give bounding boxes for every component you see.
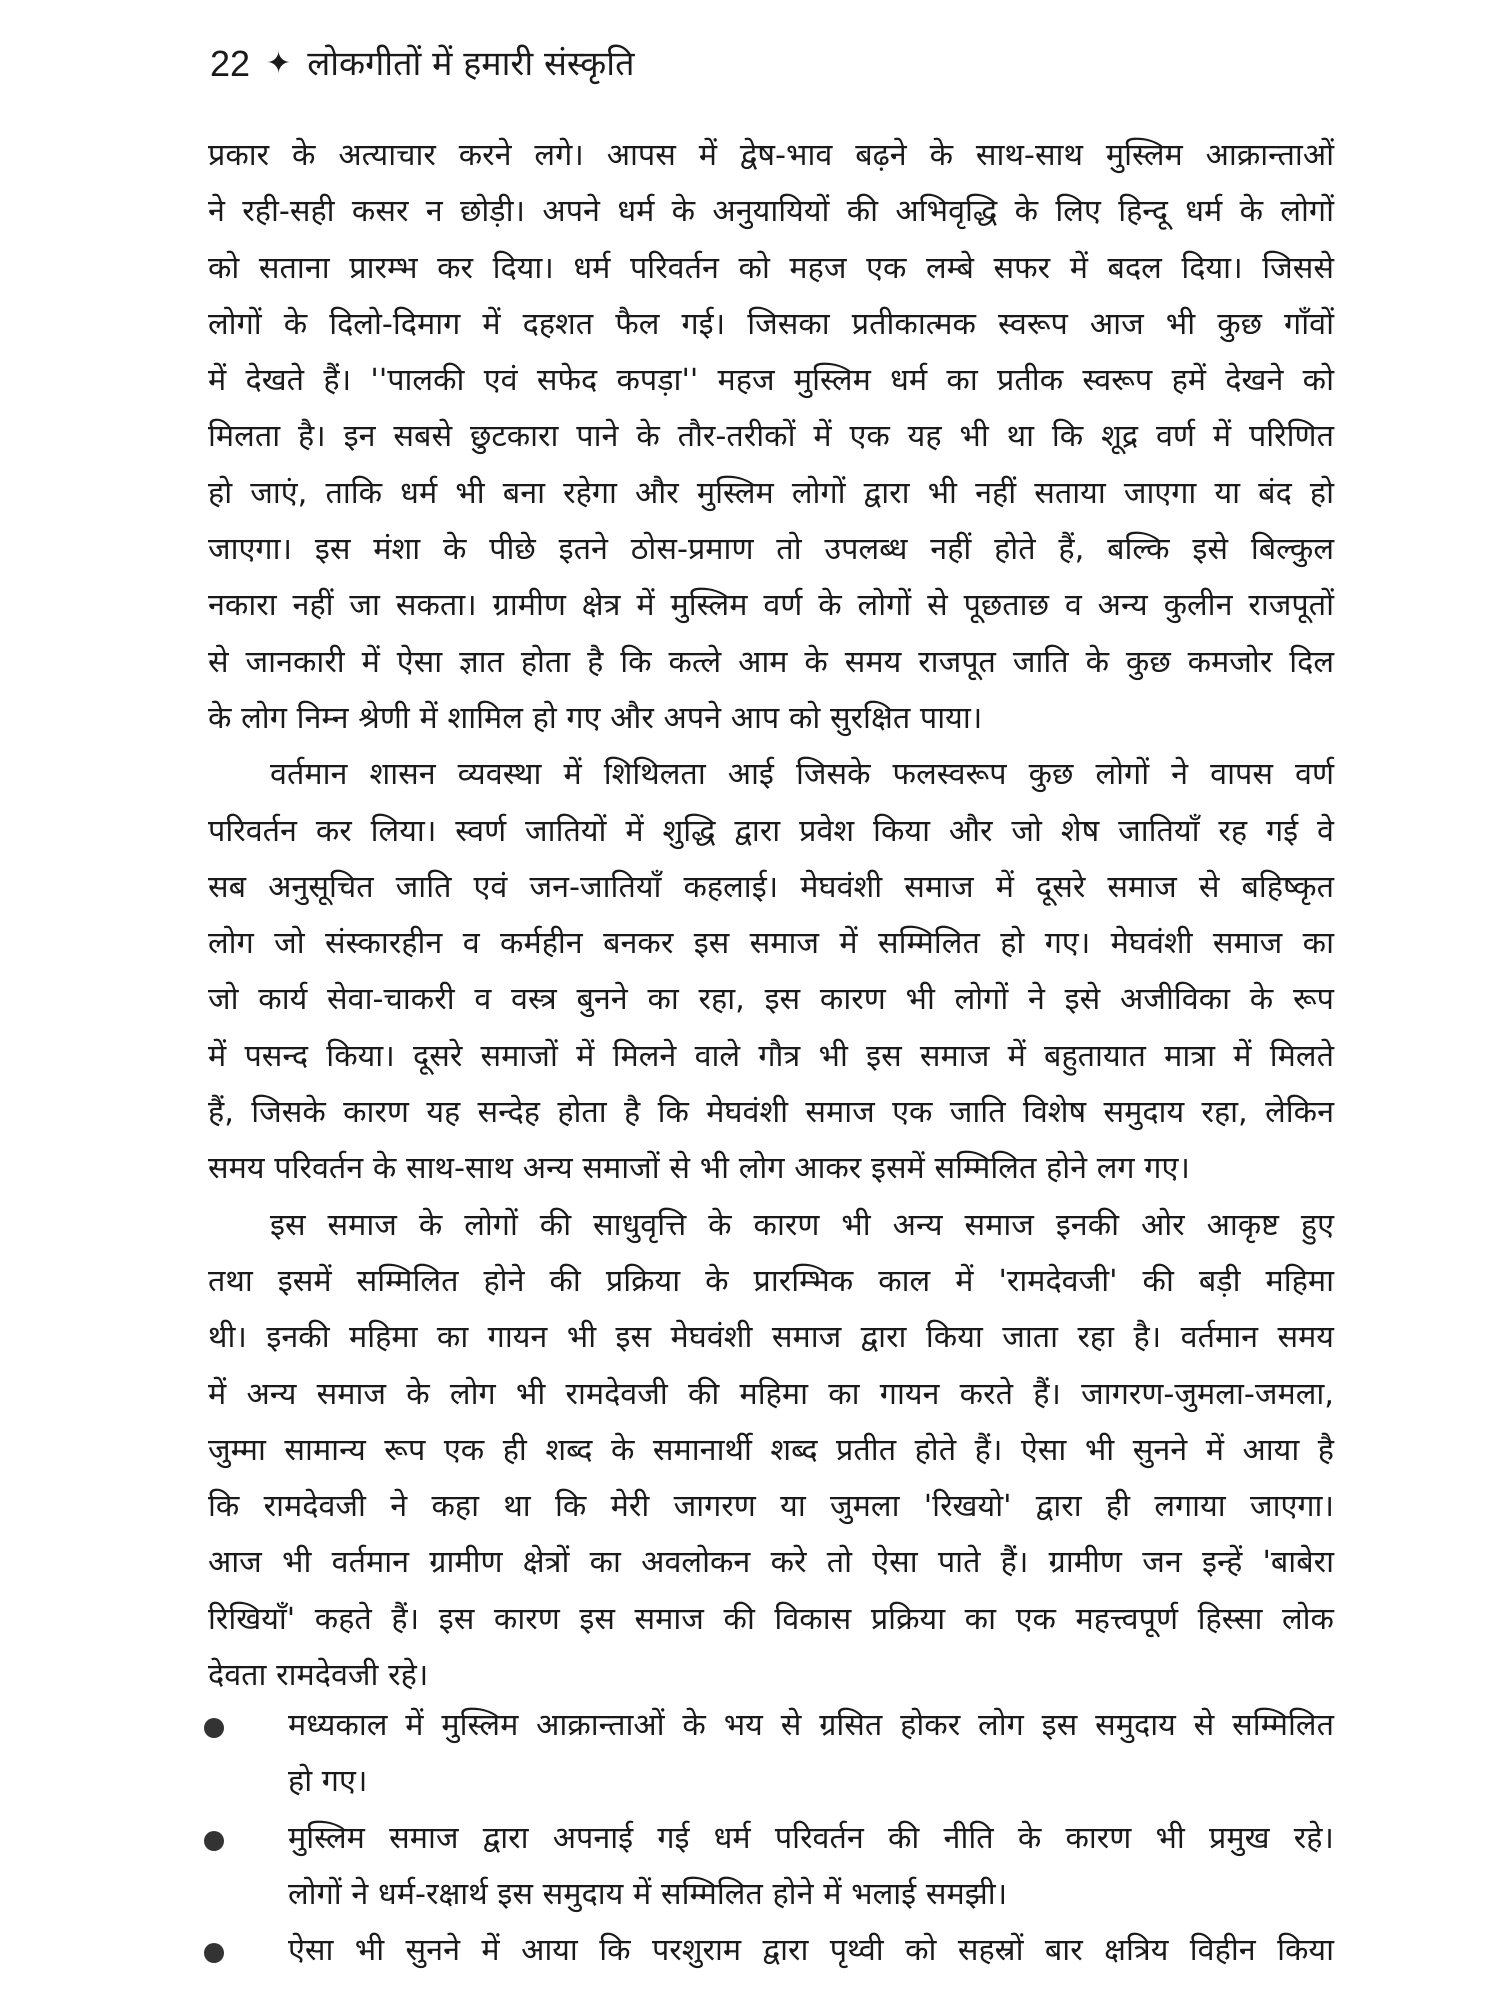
running-header <box>210 36 634 92</box>
text-line: लोगों के दिलो-दिमाग में दहशत फैल गई। जिसका प्रतीकात्मक स्वरूप आज भी कुछ गाँवों <box>208 306 1334 342</box>
text-line: मध्यकाल में मुस्लिम आक्रान्ताओं के भय से ग्रसित होकर लोग इस समुदाय से सम्मिलित <box>288 1708 1334 1743</box>
text-line: वर्तमान शासन व्यवस्था में शिथिलता आई जिसके फलस्वरूप कुछ लोगों ने वापस वर्ण <box>270 757 1334 793</box>
star-ornament-icon: ✦ <box>266 46 292 81</box>
bullet-list <box>200 1698 1334 1979</box>
text-line: प्रकार के अत्याचार करने लगे। आपस में द्वेष-भाव बढ़ने के साथ-साथ मुस्लिम आक्रान्ताओं <box>208 138 1334 173</box>
bullet-dot-icon <box>204 1943 224 1963</box>
text-line: लोग जो संस्कारहीन व कर्महीन बनकर इस समाज में सम्मिलित हो गए। मेघवंशी समाज का <box>208 926 1334 962</box>
text-line: हो गए। <box>288 1764 368 1800</box>
text-line: में देखते हैं। ''पालकी एवं सफेद कपड़ा'' महज मुस्लिम धर्म का प्रतीक स्वरूप हमें देखने को <box>208 363 1335 399</box>
text-line: जो कार्य सेवा-चाकरी व वस्त्र बुनने का रहा, इस कारण भी लोगों ने इसे अजीविका के रूप <box>208 982 1334 1018</box>
text-line: देवता रामदेवजी रहे। <box>208 1658 429 1694</box>
text-line: मिलता है। इन सबसे छुटकारा पाने के तौर-तरीकों में एक यह भी था कि शूद्र वर्ण में परिणित <box>208 419 1334 455</box>
book-title: लोकगीतों में हमारी संस्कृति <box>307 44 635 84</box>
text-line: में पसन्द किया। दूसरे समाजों में मिलने वाले गौत्र भी इस समाज में बहुतायात मात्रा में मिलते <box>208 1038 1334 1074</box>
text-line: को सताना प्रारम्भ कर दिया। धर्म परिवर्तन को महज एक लम्बे सफर में बदल दिया। जिससे <box>208 250 1334 286</box>
text-line: लोगों ने धर्म-रक्षार्थ इस समुदाय में सम्मिलित होने में भलाई समझी। <box>288 1876 1008 1912</box>
bullet-dot-icon <box>204 1718 224 1738</box>
text-line: के लोग निम्न श्रेणी में शामिल हो गए और अपने आप को सुरक्षित पाया। <box>208 700 983 736</box>
text-line: ऐसा भी सुनने में आया कि परशुराम द्वारा पृथ्वी को सहस्रों बार क्षत्रिय विहीन किया <box>288 1933 1334 1969</box>
text-line: रिखियाँ' कहते हैं। इस कारण इस समाज की विकास प्रक्रिया का एक महत्त्वपूर्ण हिस्सा लोक <box>208 1601 1334 1637</box>
list-item <box>200 1698 1334 1811</box>
text-line: नकारा नहीं जा सकता। ग्रामीण क्षेत्र में मुस्लिम वर्ण के लोगों से पूछताछ व अन्य कुलीन राजपूतों <box>208 588 1334 624</box>
text-line: जाएगा। इस मंशा के पीछे इतने ठोस-प्रमाण तो उपलब्ध नहीं होते हैं, बल्कि इसे बिल्कुल <box>208 532 1334 568</box>
text-line: थी। इनकी महिमा का गायन भी इस मेघवंशी समाज द्वारा किया जाता रहा है। वर्तमान समय <box>208 1320 1334 1356</box>
text-line: हैं, जिसके कारण यह सन्देह होता है कि मेघवंशी समाज एक जाति विशेष समुदाय रहा, लेकिन <box>208 1095 1334 1131</box>
list-item <box>200 1811 1334 1924</box>
bullet-dot-icon <box>204 1831 224 1851</box>
text-line: से जानकारी में ऐसा ज्ञात होता है कि कत्ले आम के समय राजपूत जाति के कुछ कमजोर दिल <box>208 644 1334 680</box>
text-line: सब अनुसूचित जाति एवं जन-जातियाँ कहलाई। मेघवंशी समाज में दूसरे समाज से बहिष्कृत <box>208 869 1334 905</box>
list-item <box>200 1923 1334 1979</box>
paragraph-3 <box>208 1198 1334 1705</box>
text-line: कि रामदेवजी ने कहा था कि मेरी जागरण या जुमला 'रिखयो' द्वारा ही लगाया जाएगा। <box>208 1489 1334 1525</box>
text-line: जुम्मा सामान्य रूप एक ही शब्द के समानार्थी शब्द प्रतीत होते हैं। ऐसा भी सुनने में आया है <box>208 1432 1334 1468</box>
text-line: परिवर्तन कर लिया। स्वर्ण जातियों में शुद्धि द्वारा प्रवेश किया और जो शेष जातियाँ रह गई वे <box>208 813 1334 849</box>
text-line: हो जाएं, ताकि धर्म भी बना रहेगा और मुस्लिम लोगों द्वारा भी नहीं सताया जाएगा या बंद हो <box>208 475 1334 511</box>
paragraph-1 <box>208 128 1334 747</box>
text-line: आज भी वर्तमान ग्रामीण क्षेत्रों का अवलोकन करे तो ऐसा पाते हैं। ग्रामीण जन इन्हें 'बाबेरा <box>208 1545 1334 1581</box>
body-text <box>208 128 1334 1704</box>
paragraph-2 <box>208 747 1334 1197</box>
text-line: तथा इसमें सम्मिलित होने की प्रक्रिया के प्रारम्भिक काल में 'रामदेवजी' की बड़ी महिमा <box>208 1263 1334 1299</box>
text-line: मुस्लिम समाज द्वारा अपनाई गई धर्म परिवर्तन की नीति के कारण भी प्रमुख रहे। <box>288 1820 1334 1856</box>
text-line: समय परिवर्तन के साथ-साथ अन्य समाजों से भी लोग आकर इसमें सम्मिलित होने लग गए। <box>208 1151 1190 1187</box>
page-number: 22 <box>210 43 251 84</box>
text-line: ने रही-सही कसर न छोड़ी। अपने धर्म के अनुयायियों की अभिवृद्धि के लिए हिन्दू धर्म के लोगों <box>208 194 1334 230</box>
text-line: में अन्य समाज के लोग भी रामदेवजी की महिमा का गायन करते हैं। जागरण-जुमला-जमला, <box>208 1376 1334 1412</box>
text-line: इस समाज के लोगों की साधुवृत्ति के कारण भी अन्य समाज इनकी ओर आकृष्ट हुए <box>270 1207 1334 1243</box>
